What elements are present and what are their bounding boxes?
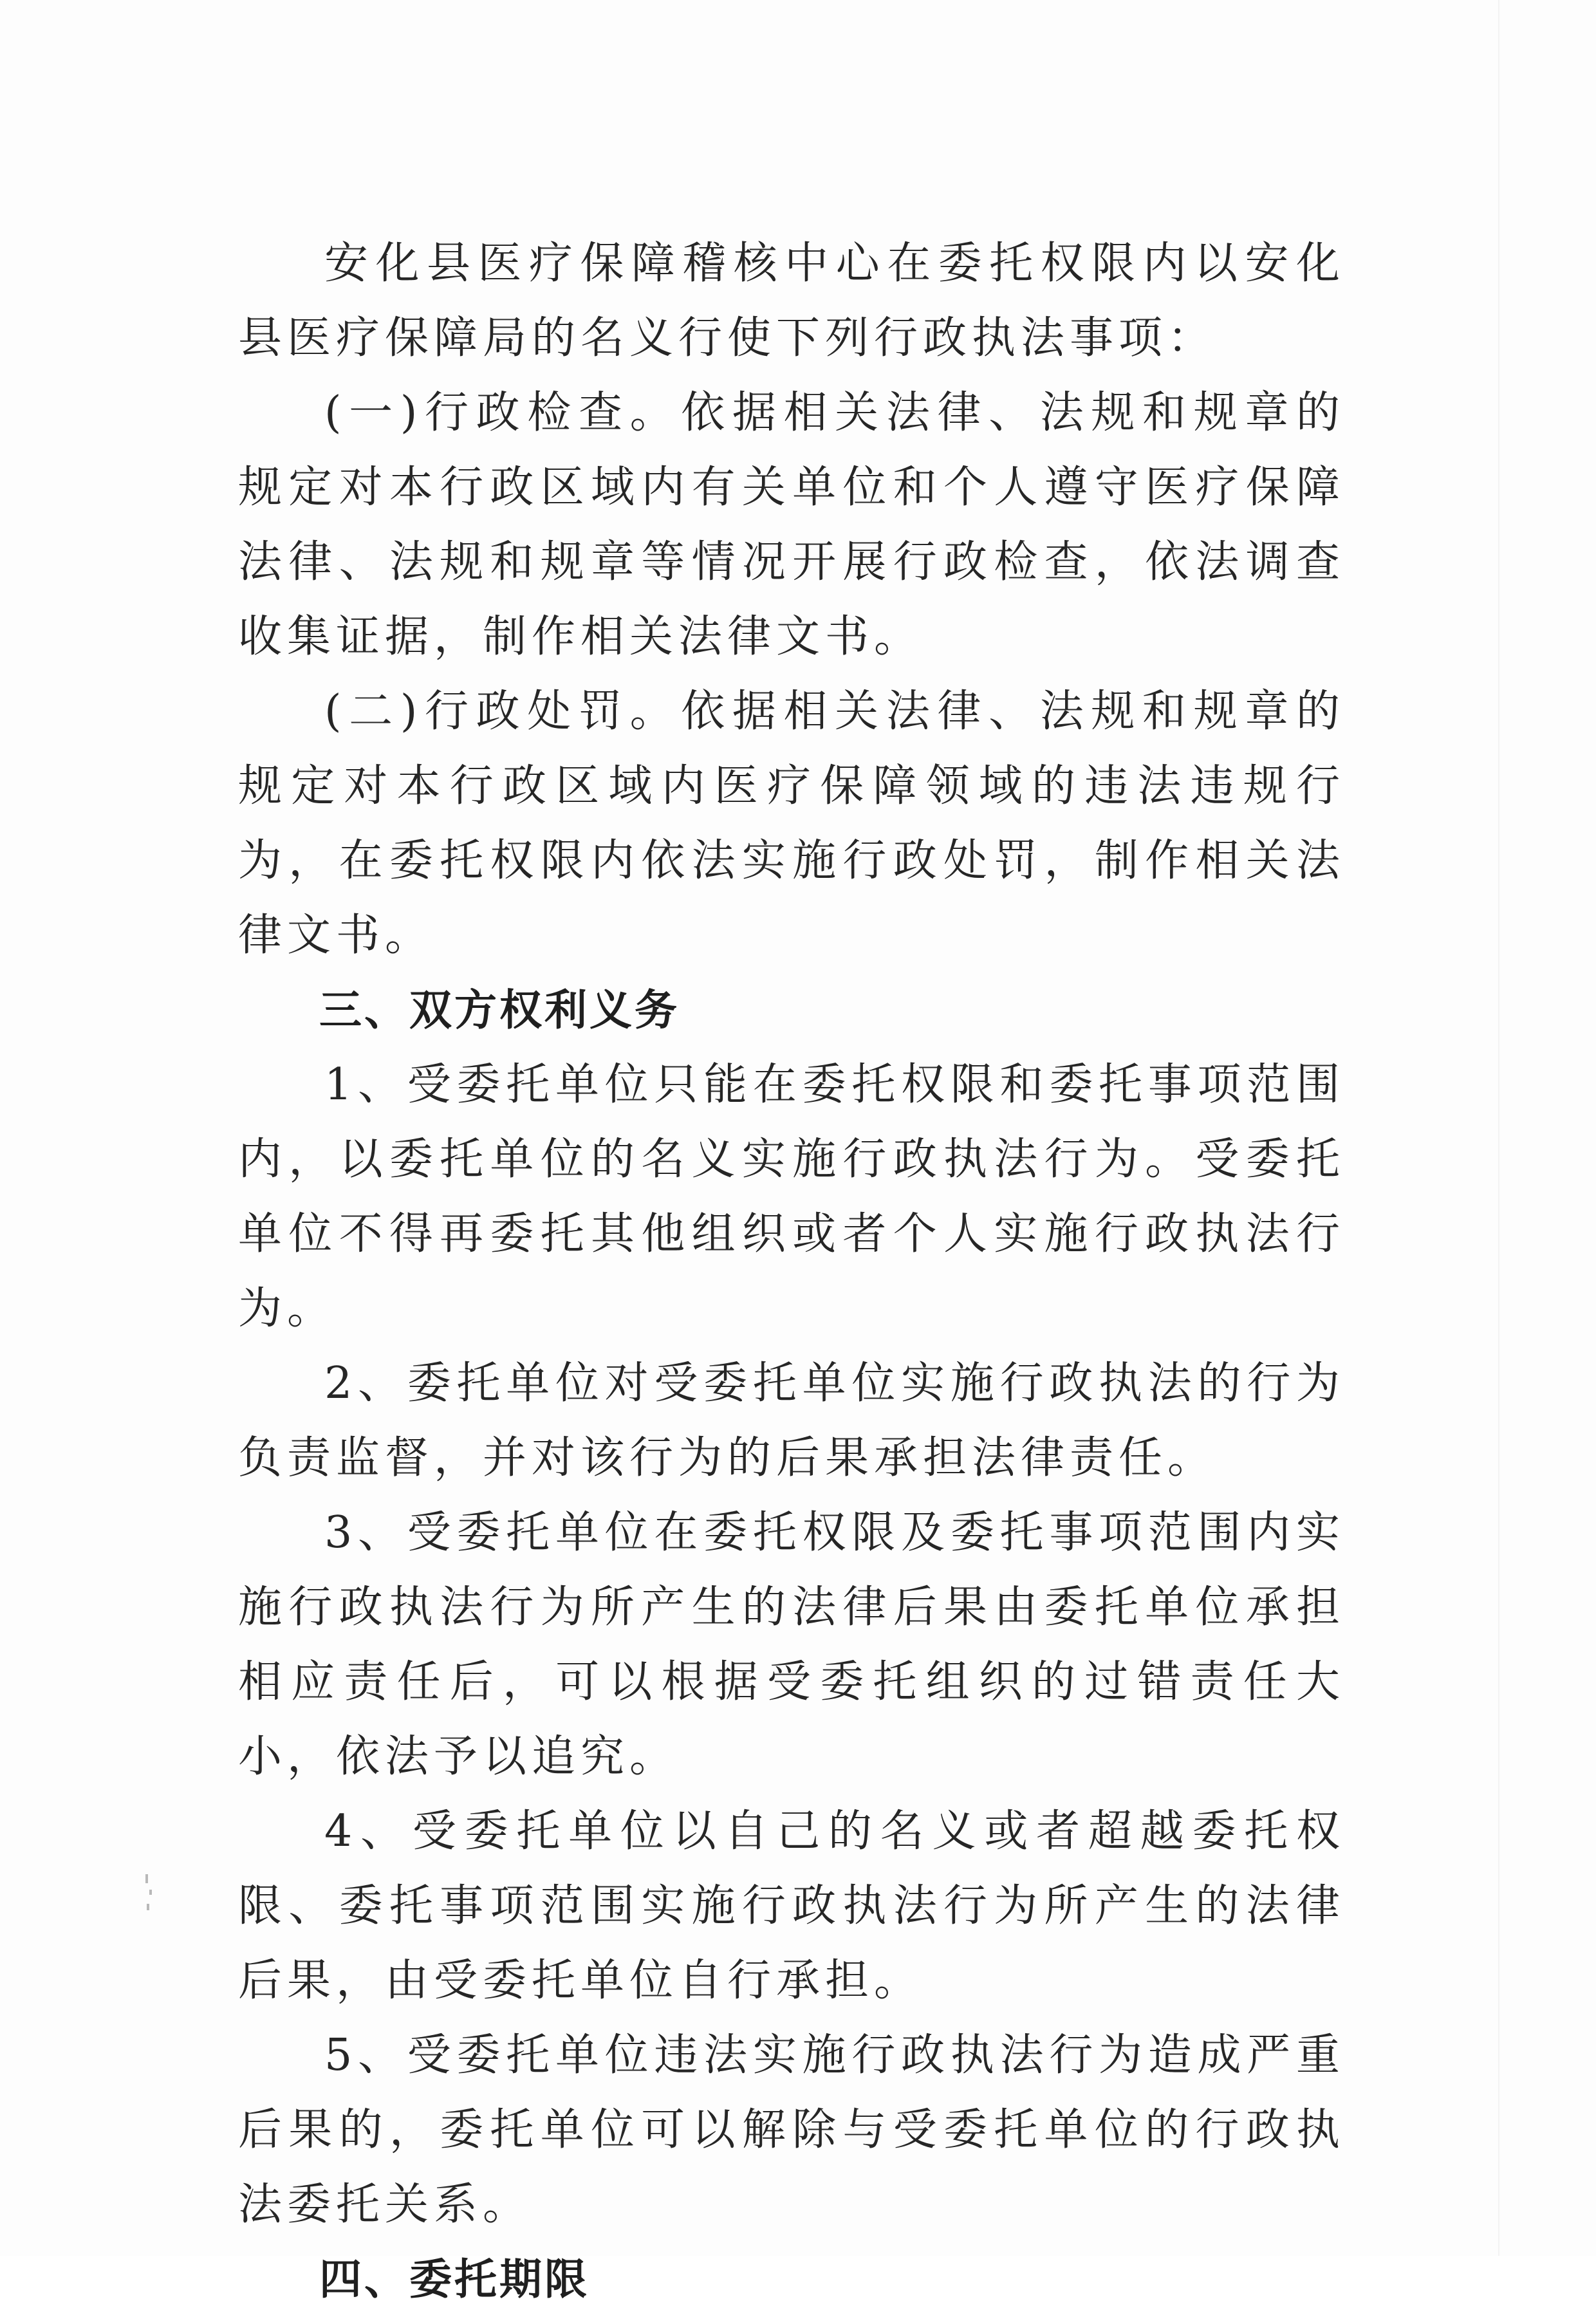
scan-edge-line xyxy=(1498,0,1499,2256)
paragraph-clause-1: 1、受委托单位只能在委托权限和委托事项范围内，以委托单位的名义实施行政执法行为。受委托单位不得再委托其他组织或者个人实施行政执法行为。 xyxy=(238,1059,1345,1334)
document-body xyxy=(238,227,1345,2317)
scan-speck xyxy=(145,1874,148,1883)
section-heading-rights-obligations: 三、双方权利义务 xyxy=(319,985,680,1035)
paragraph-item-penalty: (二)行政处罚。依据相关法律、法规和规章的规定对本行政区域内医疗保障领域的违法违规行为，在委托权限内依法实施行政处罚，制作相关法律文书。 xyxy=(238,686,1345,961)
section-heading-term: 四、委托期限 xyxy=(319,2255,589,2304)
paragraph-clause-3: 3、受委托单位在委托权限及委托事项范围内实施行政执法行为所产生的法律后果由委托单位承担相应责任后，可以根据受委托组织的过错责任大小，依法予以追究。 xyxy=(238,1507,1345,1782)
paragraph-clause-4: 4、受委托单位以自己的名义或者超越委托权限、委托事项范围实施行政执法行为所产生的法律后果，由受委托单位自行承担。 xyxy=(238,1806,1345,2006)
paragraph-intro: 安化县医疗保障稽核中心在委托权限内以安化县医疗保障局的名义行使下列行政执法事项： xyxy=(238,238,1345,364)
scan-speck xyxy=(149,1890,152,1895)
paragraph-item-inspection: (一)行政检查。依据相关法律、法规和规章的规定对本行政区域内有关单位和个人遵守医疗保障法律、法规和规章等情况开展行政检查，依法调查收集证据，制作相关法律文书。 xyxy=(238,387,1345,662)
paragraph-clause-2: 2、委托单位对受委托单位实施行政执法的行为负责监督，并对该行为的后果承担法律责任。 xyxy=(238,1358,1345,1484)
scan-speck xyxy=(147,1904,149,1910)
paragraph-clause-5: 5、受委托单位违法实施行政执法行为造成严重后果的，委托单位可以解除与受委托单位的行政执法委托关系。 xyxy=(238,2030,1345,2230)
